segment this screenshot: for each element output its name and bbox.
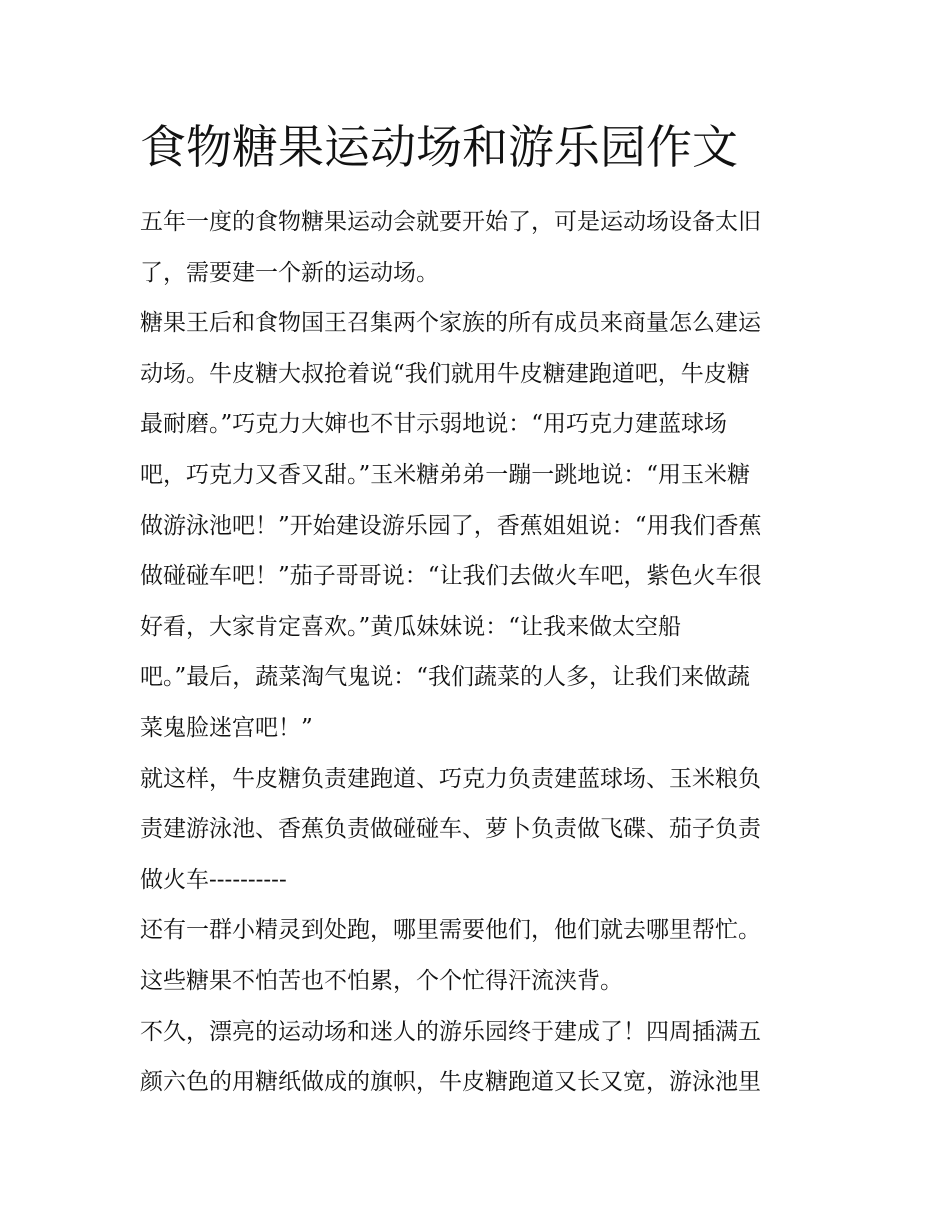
text-line: 做火车---------- (140, 866, 287, 893)
text-line: 了，需要建一个新的运动场。 (140, 259, 439, 286)
text-line: 不久，漂亮的运动场和迷人的游乐园终于建成了！四周插满五 (140, 1018, 761, 1045)
essay-body (140, 197, 830, 1108)
text-line: 就这样，牛皮糖负责建跑道、巧克力负责建蓝球场、玉米粮负 (140, 765, 761, 792)
text-line: 菜鬼脸迷宫吧！” (140, 714, 313, 741)
text-line: 好看，大家肯定喜欢。”黄瓜妹妹说：“让我来做太空船 (140, 613, 682, 640)
text-line: 责建游泳池、香蕉负责做碰碰车、萝卜负责做飞碟、茄子负责 (140, 816, 761, 843)
text-line: 吧。”最后，蔬菜淘气鬼说：“我们蔬菜的人多，让我们来做蔬 (140, 664, 751, 691)
text-line: 最耐磨。”巧克力大婶也不甘示弱地说：“用巧克力建蓝球场 (140, 411, 728, 438)
text-line: 做游泳池吧！”开始建设游乐园了，香蕉姐姐说：“用我们香蕉 (140, 512, 762, 539)
text-line: 五年一度的食物糖果运动会就要开始了，可是运动场设备太旧 (140, 209, 761, 235)
text-line: 颜六色的用糖纸做成的旗帜，牛皮糖跑道又长又宽，游泳池里 (140, 1069, 761, 1096)
text-line: 糖果王后和食物国王召集两个家族的所有成员来商量怎么建运 (140, 310, 761, 337)
text-line: 吧，巧克力又香又甜。”玉米糖弟弟一蹦一跳地说：“用玉米糖 (140, 461, 751, 488)
text-line: 动场。牛皮糖大叔抢着说“我们就用牛皮糖建跑道吧，牛皮糖 (140, 360, 750, 387)
text-line: 做碰碰车吧！”茄子哥哥说：“让我们去做火车吧，紫色火车很 (140, 563, 762, 590)
text-line: 还有一群小精灵到处跑，哪里需要他们，他们就去哪里帮忙。 (140, 917, 761, 944)
page-title: 食物糖果运动场和游乐园作文 (140, 120, 738, 174)
text-line: 这些糖果不怕苦也不怕累，个个忙得汗流浃背。 (140, 967, 623, 994)
